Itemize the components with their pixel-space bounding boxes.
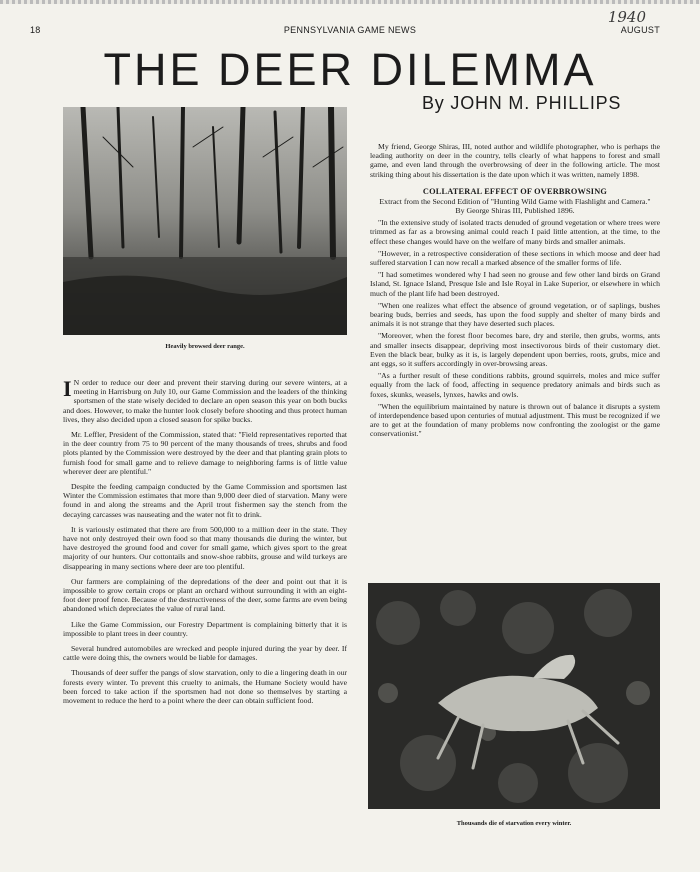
right-paragraph: "In the extensive study of isolated tracts denuded of ground vegetation or where trees were trimmed as far as a browsing animal could reach I paid little attention, at the time, to the effect these changes would have on the welfare of many birds and smaller animals. [370,218,660,246]
deer-carcass-photo [368,583,660,809]
intro-paragraph: My friend, George Shiras, III, noted author and wildlife photographer, who is perhaps the leading authority on deer in the country, tells clearly of what happens to forest and small game, and even land through the overbrowsing of deer in the following article. The most striking thing about his dissertation is the date upon which it was written, namely 1898. [370,142,660,179]
left-paragraph: It is variously estimated that there are from 500,000 to a million deer in the state. They have not only destroyed their own food so that many thousands die during the winter, but have destroyed the ground food and cover for small game, which gives sport to the great majority of our hunters. Our cottontails and snow-shoe rabbits, grouse and wild turkeys are disappearing in many sections where deer are too plentiful. [63,524,347,571]
right-paragraph: "As a further result of these conditions rabbits, ground squirrels, moles and mice suffer equally from the lack of food, affecting in sequence predatory animals and birds such as foxes, skunks, weasels, lynxes, hawks and owls. [370,371,660,399]
handwritten-year: 1940 [607,8,646,26]
article-title: THE DEER DILEMMA [103,44,597,95]
left-column [63,378,347,711]
section-heading: COLLATERAL EFFECT OF OVERBROWSING [422,186,608,196]
section-author: By George Shiras III, Published 1896. [455,206,575,216]
page-top-edge [0,0,700,4]
right-paragraph: "When the equilibrium maintained by nature is thrown out of balance it disrupts a system of interdependence based upon centuries of mutual adjustment. This must be recognized if we are to get at the foundation of many problems now confronting the zoologist or the game conservationist." [370,401,660,439]
page-number: 18 [30,25,41,35]
left-paragraph: Several hundred automobiles are wrecked and people injured during the year by deer. If cattle were doing this, the owners would be liable for damages. [63,644,347,663]
right-paragraph: "I had sometimes wondered why I had seen no grouse and few other land birds on Grand Island, St. Ignace Island, Presque Isle and Isle Royal in Lake Superior, or elsewhere in which much of the plant life had been destroyed. [370,270,660,298]
right-paragraph: "However, in a retrospective consideration of these sections in which moose and deer had suffered starvation I can now recall a marked absence of the smaller forms of life. [370,248,660,268]
deer-photo-caption: Thousands die of starvation every winter. [456,820,572,827]
left-paragraph [63,378,347,424]
forest-photo [63,107,347,335]
left-paragraph: Like the Game Commission, our Forestry Department is complaining bitterly that it is impossible to plant trees in deer country. [63,619,347,638]
issue-month: AUGUST [620,25,660,35]
left-paragraph: Mr. Leffler, President of the Commission, stated that: "Field representatives reported that in the deer country from 75 to 90 percent of the many thousands of trees, shrubs and food plots planted by the Commission were destroyed by the deer and that planting grain plots to furnish food for small game and to relieve damage to neighboring farms is of little value wherever deer are plentiful." [63,430,347,476]
forest-photo-caption: Heavily browsed deer range. [165,343,245,350]
publication-name: PENNSYLVANIA GAME NEWS [283,25,417,35]
left-paragraph: Our farmers are complaining of the depredations of the deer and point out that it is impossible to grow certain crops or plant an orchard without surrounding it with an eight-foot deer proof fence. Because of the destructiveness of the deer, some farms are even being abandoned which depreciates the value of rural land. [63,576,347,614]
right-paragraph: "When one realizes what effect the absence of ground vegetation, or of saplings, bushes bearing buds, berries and seeds, has upon the food supply and shelter of many birds and animals it is not strange that they have deserted such places. [370,300,660,329]
section-subheading: Extract from the Second Edition of "Hunting Wild Game with Flashlight and Camera." [379,197,651,207]
left-paragraph-text: N order to reduce our deer and prevent their starving during our severe winters, at a meeting in Harrisburg on July 10, our Game Commission and the leaders of the thinking sportsmen of the state wisely decided to declare an open season this year on both bucks and does. However, to make the hunter look closely before shooting and thus protect human lives, they also decided upon a closed season for spike bucks. [63,378,347,424]
right-paragraph: "Moreover, when the forest floor becomes bare, dry and sterile, then grubs, worms, ants and smaller insects disappear, depriving most insectivorous birds of their customary diet. Even the black bear, bulky as it is, is largely dependent upon berries, roots, grubs, mice and ant eggs, so it suffers accordingly in over-browsing areas. [370,331,660,369]
right-column [370,142,660,442]
left-paragraph: Thousands of deer suffer the pangs of slow starvation, only to die a lingering death in our forests every winter. To prevent this cruelty to animals, the Humane Society would have been forced to take action if the sportsmen had not done so themselves by starting a movement to reduce the herd to a point where the deer can obtain sufficient food. [63,668,347,706]
drop-cap: I [63,376,72,401]
left-paragraph: Despite the feeding campaign conducted by the Game Commission and sportsmen last Winter the Commission estimates that more than 9,000 deer died of starvation. Many were found in and along the streams and the April trout fishermen say the stench from the decaying carcasses was nauseating and the water not fit to drink. [63,482,347,519]
article-byline: By JOHN M. PHILLIPS [422,93,622,113]
